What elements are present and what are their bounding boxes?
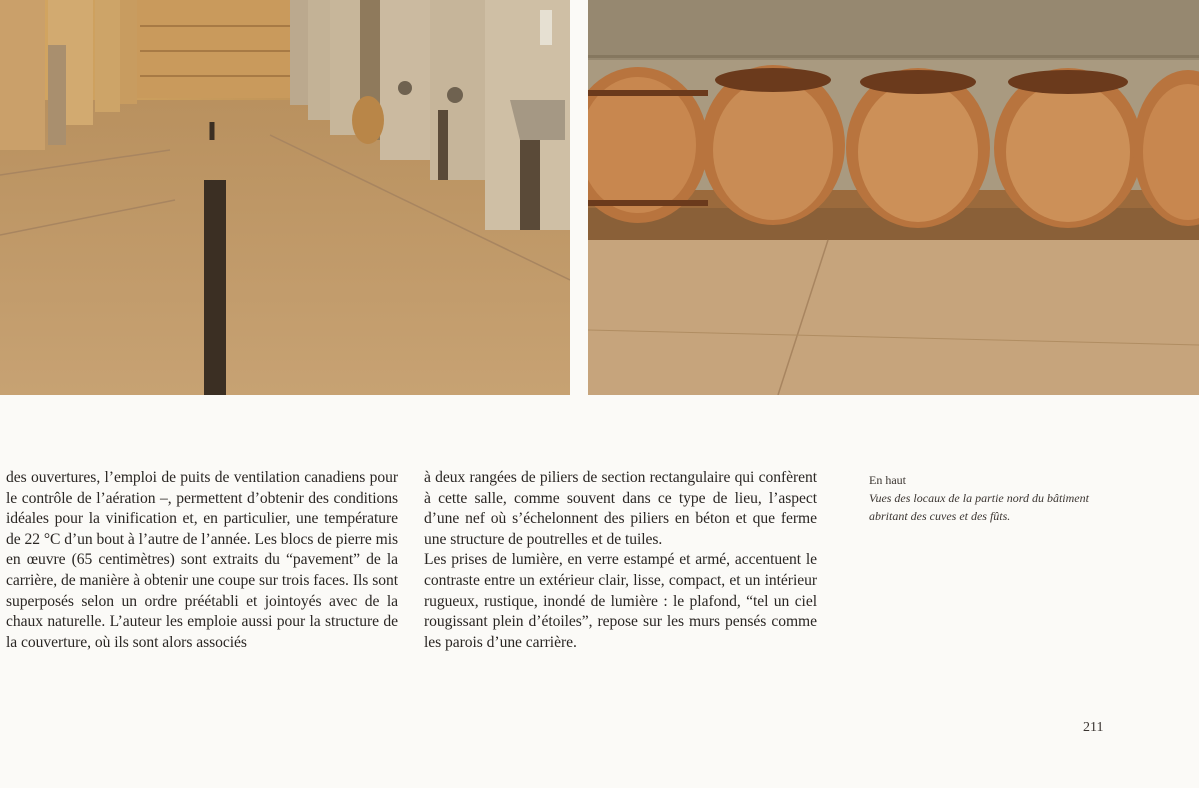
photo-caption: [869, 471, 1089, 525]
photo-cellar-tanks: [0, 0, 570, 395]
paragraph: des ouvertures, l’emploi de puits de ventilation canadiens pour le contrôle de l’aération –, permettent d’obtenir des conditions idéales pour la vinification et, en particulier, une température de 22 °C d’un bout à l’autre de l’année. Les blocs de pierre mis en œuvre (65 centimètres) sont extraits du “pavement” de la carrière, de manière à obtenir une coupe sur trois faces. Ils sont superposés selon un ordre préétabli et jointoyés avec de la chaux naturelle. L’auteur les emploie aussi pour la structure de la couverture, où ils sont alors associés: [6, 469, 398, 651]
page-number: 211: [1083, 720, 1104, 735]
paragraph: Les prises de lumière, en verre estampé et armé, accentuent le contraste entre un extérieur clair, lisse, compact, et un intérieur rugueux, rustique, inondé de lumière : le plafond, “tel un ciel rougissant plein d’étoiles”, repose sur les murs pensés comme les parois d’une carrière.: [424, 551, 817, 651]
body-text-column-1: [6, 468, 398, 653]
cellar-tanks-image: [0, 0, 570, 395]
caption-body: Vues des locaux de la partie nord du bâtiment abritant des cuves et des fûts.: [869, 491, 1089, 523]
caption-title: En haut: [869, 473, 906, 487]
photo-barrels: [588, 0, 1199, 395]
barrels-image: [588, 0, 1199, 395]
body-text-column-2: [424, 468, 817, 653]
paragraph: à deux rangées de piliers de section rectangulaire qui confèrent à cette salle, comme souvent dans ce type de lieu, l’aspect d’une nef où s’échelonnent des piliers en béton et que ferme une structure de poutrelles et de tuiles.: [424, 469, 817, 548]
